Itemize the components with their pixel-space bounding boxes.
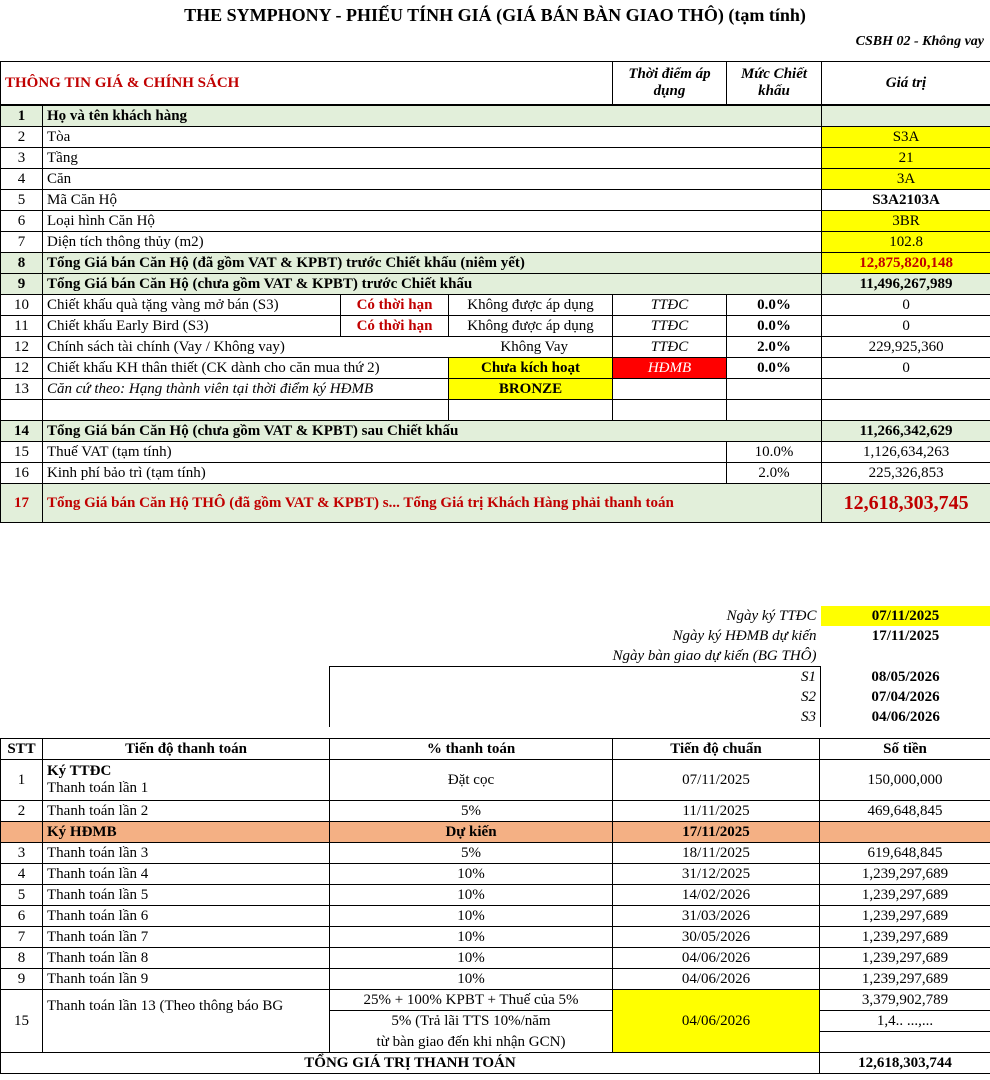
payment-pct: Đặt cọc (330, 760, 613, 801)
payment-no: 6 (1, 906, 43, 927)
s2-date: 07/04/2026 (871, 689, 940, 705)
row-note: Không được áp dụng (449, 316, 613, 337)
grand-total-value: 12,618,303,745 (822, 484, 990, 523)
row-value: 229,925,360 (822, 337, 990, 358)
payment-pct: 25% + 100% KPBT + Thuế của 5% (330, 990, 613, 1011)
row-no: 7 (1, 232, 43, 253)
loyalty-status: Chưa kích hoạt (449, 358, 613, 379)
row-no: 3 (1, 148, 43, 169)
payment-step: Ký TTĐC Thanh toán lần 1 (43, 760, 330, 801)
payment-pct: 5% (Trả lãi TTS 10%/năm (330, 1011, 613, 1032)
s3-date: 04/06/2026 (871, 709, 940, 725)
hdmb-date-milestone: 17/11/2025 (613, 822, 820, 843)
col-value-header: Giá trị (822, 62, 990, 105)
s1-label: S1 (330, 667, 821, 688)
row-value: 3BR (822, 211, 990, 232)
row-pct: 2.0% (727, 337, 822, 358)
payment-step: Thanh toán lần 4 (43, 864, 330, 885)
payment-step: Thanh toán lần 5 (43, 885, 330, 906)
hdmb-milestone: Ký HĐMB (43, 822, 330, 843)
row-value: 225,326,853 (822, 463, 990, 484)
row-label: Tổng Giá bán Căn Hộ THÔ (đã gồm VAT & KPBT) s... Tổng Giá trị Khách Hàng phải thanh toán (43, 484, 822, 523)
total-label: TỔNG GIÁ TRỊ THANH TOÁN (1, 1053, 820, 1074)
payment-date: 11/11/2025 (613, 801, 820, 822)
row-no: 9 (1, 274, 43, 295)
payment-schedule-table (0, 738, 990, 1074)
col-time-header: Thời điểm áp dụng (613, 62, 727, 105)
payment-amount: 1,239,297,689 (820, 927, 990, 948)
payment-pct: 10% (330, 906, 613, 927)
row-status: Có thời hạn (341, 316, 449, 337)
hdmb-date: 17/11/2025 (871, 628, 940, 644)
payment-title: Ký TTĐC (47, 763, 112, 779)
payment-step: Thanh toán lần 3 (43, 843, 330, 864)
row-no: 14 (1, 421, 43, 442)
row-value: 21 (822, 148, 990, 169)
payment-step: Thanh toán lần 9 (43, 969, 330, 990)
s3-label: S3 (330, 707, 821, 727)
row-no: 17 (1, 484, 43, 523)
row-value (822, 106, 990, 127)
row-label: Tổng Giá bán Căn Hộ (chưa gồm VAT & KPBT) sau Chiết khấu (43, 421, 822, 442)
row-note: Không được áp dụng (449, 295, 613, 316)
row-pct: 0.0% (727, 358, 822, 379)
payment-pct: 10% (330, 885, 613, 906)
payment-pct: 10% (330, 864, 613, 885)
payment-amount: 1,239,297,689 (820, 885, 990, 906)
payment-no: 2 (1, 801, 43, 822)
payment-date: 18/11/2025 (613, 843, 820, 864)
payment-no: 5 (1, 885, 43, 906)
payment-date: 04/06/2026 (613, 969, 820, 990)
payment-step: Thanh toán lần 7 (43, 927, 330, 948)
payment-step: Thanh toán lần 8 (43, 948, 330, 969)
row-pct: 2.0% (727, 463, 822, 484)
row-value: 3A (822, 169, 990, 190)
row-time: TTĐC (613, 295, 727, 316)
payment-pct: 5% (330, 801, 613, 822)
row-label: Họ và tên khách hàng (43, 106, 822, 127)
row-no: 6 (1, 211, 43, 232)
sheet-subtitle: CSBH 02 - Không vay (855, 34, 984, 49)
payment-amount: 1,239,297,689 (820, 864, 990, 885)
row-label: Chiết khấu quà tặng vàng mở bán (S3) (43, 295, 341, 316)
payment-date: 04/06/2026 (613, 990, 820, 1053)
row-status: Có thời hạn (341, 295, 449, 316)
payment-no: 7 (1, 927, 43, 948)
payment-date: 04/06/2026 (613, 948, 820, 969)
payment-amount: 1,239,297,689 (820, 906, 990, 927)
row-value: 0 (822, 316, 990, 337)
ttdc-date-label: Ngày ký TTĐC (726, 608, 817, 624)
payment-date: 31/12/2025 (613, 864, 820, 885)
row-label: Tổng Giá bán Căn Hộ (chưa gồm VAT & KPBT) trước Chiết khấu (43, 274, 822, 295)
row-no: 12 (1, 358, 43, 379)
pct-header: % thanh toán (330, 739, 613, 760)
row-value: 11,266,342,629 (822, 421, 990, 442)
payment-amount: 1,239,297,689 (820, 948, 990, 969)
payment-amount: 1,239,297,689 (820, 969, 990, 990)
row-time: TTĐC (613, 316, 727, 337)
row-label: Tổng Giá bán Căn Hộ (đã gồm VAT & KPBT) trước Chiết khấu (niêm yết) (43, 253, 822, 274)
ttdc-date: 07/11/2025 (821, 606, 990, 626)
row-label: Mã Căn Hộ (43, 190, 822, 211)
row-value: S3A (822, 127, 990, 148)
row-value: S3A2103A (822, 190, 990, 211)
row-pct: 0.0% (727, 316, 822, 337)
payment-no: 4 (1, 864, 43, 885)
row-time: TTĐC (613, 337, 727, 358)
payment-date: 14/02/2026 (613, 885, 820, 906)
row-no: 10 (1, 295, 43, 316)
row-value: 1,126,634,263 (822, 442, 990, 463)
row-no: 16 (1, 463, 43, 484)
row-label: Chiết khấu Early Bird (S3) (43, 316, 341, 337)
membership-tier: BRONZE (449, 379, 613, 400)
payment-no: 8 (1, 948, 43, 969)
handover-date-label: Ngày bàn giao dự kiến (BG THÔ) (330, 646, 821, 667)
payment-amount: 469,648,845 (820, 801, 990, 822)
row-value: 102.8 (822, 232, 990, 253)
row-value: 0 (822, 295, 990, 316)
row-time: HĐMB (613, 358, 727, 379)
stt-header: STT (1, 739, 43, 760)
row-pct: 10.0% (727, 442, 822, 463)
row-no: 5 (1, 190, 43, 211)
row-no: 1 (1, 106, 43, 127)
payment-step: Thanh toán lần 6 (43, 906, 330, 927)
row-note: Không Vay (500, 339, 568, 355)
payment-no: 1 (1, 760, 43, 801)
row-value: 0 (822, 358, 990, 379)
hdmb-status: Dự kiến (330, 822, 613, 843)
payment-date: 31/03/2026 (613, 906, 820, 927)
row-label: Loại hình Căn Hộ (43, 211, 822, 232)
row-label: Chiết khấu KH thân thiết (CK dành cho căn mua thứ 2) (43, 358, 449, 379)
row-label: Căn cứ theo: Hạng thành viên tại thời điểm ký HĐMB (43, 379, 449, 400)
col-discount-header: Mức Chiết khấu (727, 62, 822, 105)
row-label: Diện tích thông thủy (m2) (43, 232, 822, 253)
payment-no: 3 (1, 843, 43, 864)
payment-pct: 5% (330, 843, 613, 864)
row-no: 11 (1, 316, 43, 337)
row-label: Chính sách tài chính (Vay / Không vay) Không Vay (43, 337, 613, 358)
row-label: Tòa (43, 127, 822, 148)
row-label: Thuế VAT (tạm tính) (43, 442, 727, 463)
amount-header: Số tiền (820, 739, 990, 760)
row-value: 12,875,820,148 (822, 253, 990, 274)
payment-no: 9 (1, 969, 43, 990)
payment-no: 15 (1, 990, 43, 1053)
dates-table (329, 606, 990, 727)
section-heading-cell: THÔNG TIN GIÁ & CHÍNH SÁCH (1, 62, 613, 105)
sheet-title: THE SYMPHONY - PHIẾU TÍNH GIÁ (GIÁ BÁN BÀN GIAO THÔ) (tạm tính) (184, 5, 806, 25)
step-header: Tiến độ thanh toán (43, 739, 330, 760)
payment-amount: 1,4.. ...,... (820, 1011, 990, 1032)
payment-amount: 150,000,000 (820, 760, 990, 801)
row-no: 8 (1, 253, 43, 274)
payment-amount: 619,648,845 (820, 843, 990, 864)
payment-pct: từ bàn giao đến khi nhận GCN) (330, 1032, 613, 1053)
s2-label: S2 (330, 687, 821, 707)
payment-date: 30/05/2026 (613, 927, 820, 948)
payment-date: 07/11/2025 (613, 760, 820, 801)
row-label: Tầng (43, 148, 822, 169)
payment-step: Thanh toán lần 2 (43, 801, 330, 822)
total-value: 12,618,303,744 (820, 1053, 990, 1074)
payment-amount: 3,379,902,789 (820, 990, 990, 1011)
row-value: 11,496,267,989 (822, 274, 990, 295)
row-label: Kinh phí bảo trì (tạm tính) (43, 463, 727, 484)
std-header: Tiến độ chuẩn (613, 739, 820, 760)
price-header-table (0, 61, 990, 105)
row-no: 12 (1, 337, 43, 358)
row-pct: 0.0% (727, 295, 822, 316)
price-rows-table (0, 105, 990, 523)
payment-step: Thanh toán lần 13 (Theo thông báo BG (43, 990, 330, 1053)
row-label: Căn (43, 169, 822, 190)
row-no: 2 (1, 127, 43, 148)
s1-date: 08/05/2026 (871, 668, 940, 685)
payment-pct: 10% (330, 948, 613, 969)
payment-pct: 10% (330, 969, 613, 990)
row-no: 4 (1, 169, 43, 190)
payment-pct: 10% (330, 927, 613, 948)
row-no: 13 (1, 379, 43, 400)
row-no: 15 (1, 442, 43, 463)
hdmb-date-label: Ngày ký HĐMB dự kiến (672, 628, 817, 644)
